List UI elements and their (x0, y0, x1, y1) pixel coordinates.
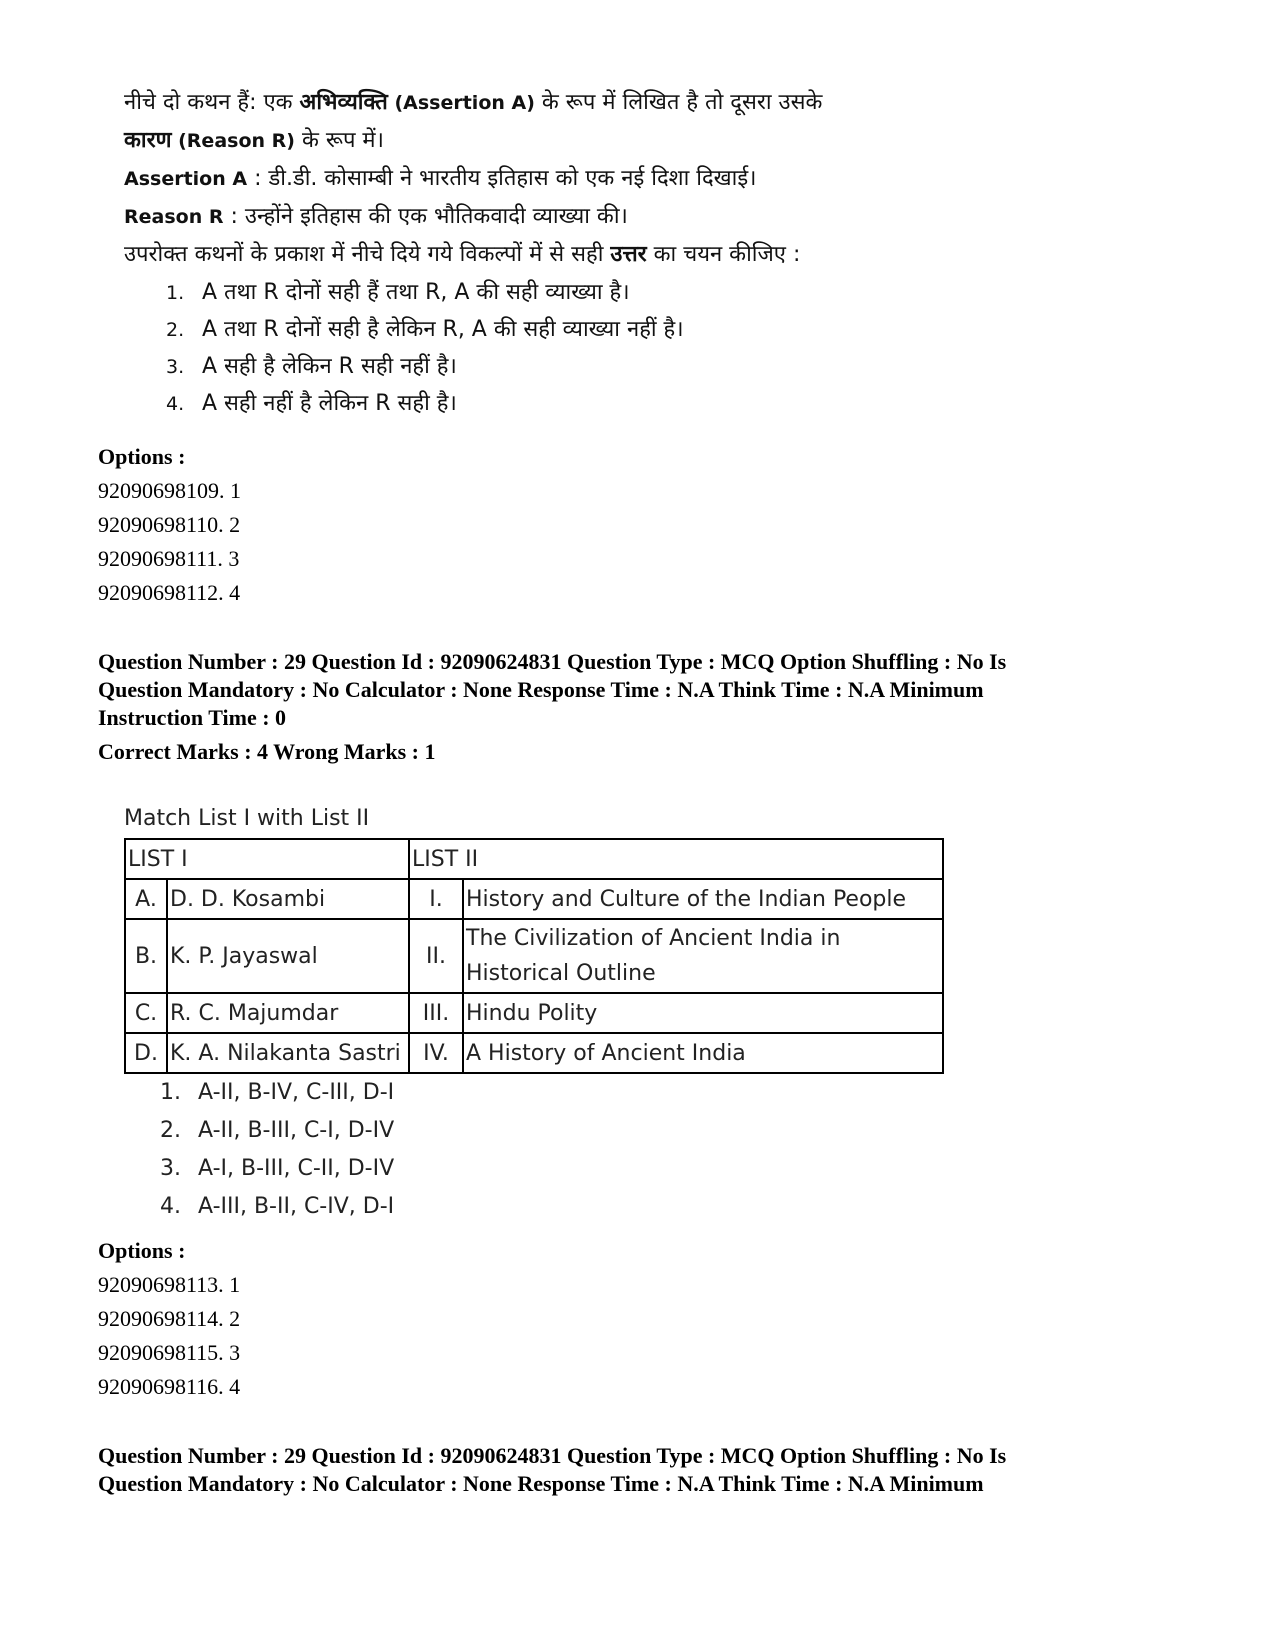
row-key: C. (125, 993, 167, 1033)
choice-item (124, 1150, 944, 1188)
row-key: D. (125, 1033, 167, 1073)
table-row (125, 1033, 943, 1073)
question-28-image (124, 84, 984, 422)
match-list-image (124, 800, 944, 1226)
list1-header: LIST I (125, 839, 409, 879)
row-key: B. (125, 919, 167, 993)
instruction-text-end: का चयन कीजिए : (646, 242, 801, 267)
row-left: K. P. Jayaswal (167, 919, 409, 993)
choice-item (124, 1074, 944, 1112)
marks-line: Correct Marks : 4 Wrong Marks : 1 (98, 739, 436, 764)
meta-line: Question Number : 29 Question Id : 92090624831 Question Type : MCQ Option Shuffling : No Is (98, 649, 1007, 674)
assertion-line (124, 160, 984, 198)
intro-reason-latin: (Reason R) (171, 130, 295, 152)
option-id: 92090698112. 4 (98, 580, 241, 605)
intro-text-cont: के रूप में लिखित है तो दूसरा उसके (534, 90, 823, 115)
row-left: D. D. Kosambi (167, 879, 409, 919)
table-header-row (125, 839, 943, 879)
choice-number: 1. (160, 1080, 181, 1105)
choice-number: 3. (160, 1156, 181, 1181)
reason-text: : उन्होंने इतिहास की एक भौतिकवादी व्याख्या की। (223, 204, 628, 229)
options-heading: Options : (98, 1238, 186, 1263)
match-table (124, 838, 944, 1074)
intro-bold-assertion: अभिव्यक्ति (299, 90, 388, 115)
choice-item (124, 385, 984, 422)
choice-item (124, 311, 984, 348)
options-list-q28 (98, 440, 241, 610)
choice-number: 2. (160, 1118, 181, 1143)
list2-header: LIST II (409, 839, 943, 879)
row-roman: I. (409, 879, 463, 919)
choice-item (124, 1188, 944, 1226)
statement-intro-line-1 (124, 84, 984, 122)
row-key: A. (125, 879, 167, 919)
choice-number: 4. (160, 1194, 181, 1219)
row-right: A History of Ancient India (463, 1033, 943, 1073)
intro-bold-reason: कारण (124, 128, 172, 153)
instruction-bold-answer: उत्तर (610, 242, 647, 267)
option-id: 92090698111. 3 (98, 546, 240, 571)
choice-text: A-II, B-IV, C-III, D-I (198, 1080, 395, 1105)
meta-line: Question Mandatory : No Calculator : None Response Time : N.A Think Time : N.A Minimum (98, 677, 984, 702)
instruction-line (124, 236, 984, 274)
reason-line (124, 198, 984, 236)
meta-line: Question Mandatory : No Calculator : None Response Time : N.A Think Time : N.A Minimum (98, 1471, 984, 1496)
choice-item (124, 348, 984, 385)
choice-text: A तथा R दोनों सही हैं तथा R, A की सही व्याख्या है। (202, 280, 630, 305)
choice-item (124, 1112, 944, 1150)
choice-number: 3. (166, 356, 185, 378)
choice-text: A-III, B-II, C-IV, D-I (198, 1194, 395, 1219)
intro-text: नीचे दो कथन हैं: एक (124, 90, 300, 115)
option-id: 92090698113. 1 (98, 1272, 241, 1297)
row-roman: II. (409, 919, 463, 993)
intro-text-end: के रूप में। (294, 128, 384, 153)
question-29-meta (98, 648, 1188, 766)
table-row (125, 919, 943, 993)
choice-text: A तथा R दोनों सही है लेकिन R, A की सही व्याख्या नहीं है। (202, 317, 684, 342)
row-roman: IV. (409, 1033, 463, 1073)
reason-label: Reason R (124, 206, 224, 228)
choice-text: A-I, B-III, C-II, D-IV (198, 1156, 395, 1181)
choice-text: A सही है लेकिन R सही नहीं है। (202, 354, 457, 379)
table-row (125, 993, 943, 1033)
assertion-text: : डी.डी. कोसाम्बी ने भारतीय इतिहास को एक नई दिशा दिखाई। (247, 166, 757, 191)
choice-text: A सही नहीं है लेकिन R सही है। (202, 391, 457, 416)
options-list-q29 (98, 1234, 240, 1404)
option-id: 92090698114. 2 (98, 1306, 241, 1331)
meta-line: Instruction Time : 0 (98, 705, 287, 730)
choice-text: A-II, B-III, C-I, D-IV (198, 1118, 395, 1143)
instruction-text: उपरोक्त कथनों के प्रकाश में नीचे दिये गये विकल्पों में से सही (124, 242, 611, 267)
row-right: History and Culture of the Indian People (463, 879, 943, 919)
row-roman: III. (409, 993, 463, 1033)
assertion-label: Assertion A (124, 168, 248, 190)
option-id: 92090698109. 1 (98, 478, 241, 503)
choice-item (124, 274, 984, 311)
table-row (125, 879, 943, 919)
options-heading: Options : (98, 444, 186, 469)
meta-line: Question Number : 29 Question Id : 92090624831 Question Type : MCQ Option Shuffling : No Is (98, 1443, 1007, 1468)
row-right: Hindu Polity (463, 993, 943, 1033)
option-id: 92090698110. 2 (98, 512, 241, 537)
choice-number: 2. (166, 319, 185, 341)
intro-assertion-latin: (Assertion A) (387, 92, 535, 114)
next-question-meta (98, 1442, 1188, 1498)
row-left: K. A. Nilakanta Sastri (167, 1033, 409, 1073)
option-id: 92090698115. 3 (98, 1340, 241, 1365)
statement-intro-line-2 (124, 122, 984, 160)
choice-number: 4. (166, 393, 185, 415)
match-title: Match List I with List II (124, 806, 370, 831)
option-id: 92090698116. 4 (98, 1374, 241, 1399)
choice-number: 1. (166, 282, 185, 304)
row-right: The Civilization of Ancient India in Historical Outline (463, 919, 943, 993)
row-left: R. C. Majumdar (167, 993, 409, 1033)
